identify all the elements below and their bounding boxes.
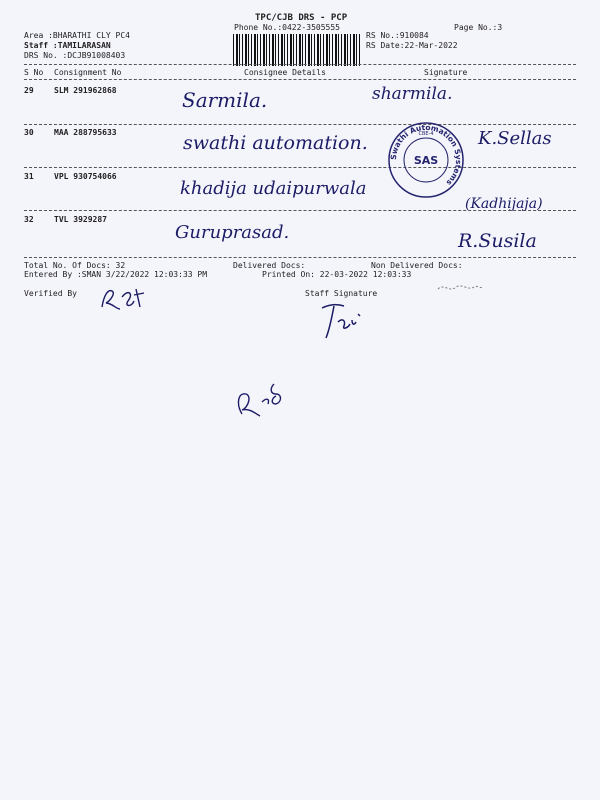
col-consignment: Consignment No <box>54 68 122 77</box>
page-number: Page No.:3 <box>454 23 503 32</box>
initials-scribble <box>232 374 302 422</box>
row-sno: 29 <box>24 86 34 95</box>
columns-divider <box>24 79 576 80</box>
barcode <box>233 34 360 66</box>
stamp-center-text: SAS <box>413 154 439 167</box>
area-label: Area :BHARATHI CLY PC4 <box>24 31 130 40</box>
row-consignment: VPL 930754066 <box>54 172 117 181</box>
company-stamp <box>386 120 466 200</box>
signature-handwriting: (Kadhijaja) <box>465 196 543 212</box>
staff-signature-scribble <box>316 300 366 344</box>
entered-by: Entered By :SMAN 3/22/2022 12:03:33 PM <box>24 270 208 279</box>
row-divider <box>24 124 576 125</box>
staff-signature-label: Staff Signature <box>305 289 378 298</box>
non-delivered-docs: Non Delivered Docs: <box>371 261 463 270</box>
verifier-signature <box>98 283 148 313</box>
row-sno: 30 <box>24 128 34 137</box>
header-divider <box>24 64 576 65</box>
staff-label: Staff :TAMILARASAN <box>24 41 111 50</box>
document-title: TPC/CJB DRS - PCP <box>255 13 348 23</box>
signature-handwriting: K.Sellas <box>478 128 552 149</box>
rs-date: RS Date:22-Mar-2022 <box>366 41 458 50</box>
verified-by-label: Verified By <box>24 289 77 298</box>
row-consignment: SLM 291962868 <box>54 86 117 95</box>
drs-number: DRS No. :DCJB91008403 <box>24 51 126 60</box>
stamp-top-text: CBE-4 <box>418 131 434 137</box>
col-consignee: Consignee Details <box>244 68 326 77</box>
col-signature: Signature <box>424 68 468 77</box>
row-consignment: TVL 3929287 <box>54 215 107 224</box>
consignee-handwriting: swathi automation. <box>183 132 368 154</box>
printed-on: Printed On: 22-03-2022 12:03:33 <box>262 270 412 279</box>
signature-handwriting: R.Susila <box>458 230 537 252</box>
consignee-handwriting: Guruprasad. <box>175 222 290 243</box>
phone-number: Phone No.:0422-3505555 <box>234 23 340 32</box>
faded-stamp-mark <box>434 281 484 295</box>
signature-handwriting: sharmila. <box>372 84 453 104</box>
delivered-docs: Delivered Docs: <box>233 261 306 270</box>
total-docs: Total No. Of Docs: 32 <box>24 261 126 270</box>
consignee-handwriting: Sarmila. <box>182 88 268 112</box>
stamp-ring-text: Swathi Automation Systems <box>388 122 464 188</box>
row-divider <box>24 210 576 211</box>
table-end-divider <box>24 257 576 258</box>
consignee-handwriting: khadija udaipurwala <box>180 178 367 199</box>
rs-number: RS No.:910084 <box>366 31 429 40</box>
row-sno: 31 <box>24 172 34 181</box>
row-consignment: MAA 288795633 <box>54 128 117 137</box>
row-sno: 32 <box>24 215 34 224</box>
col-sno: S No <box>24 68 44 77</box>
row-divider <box>24 167 576 168</box>
